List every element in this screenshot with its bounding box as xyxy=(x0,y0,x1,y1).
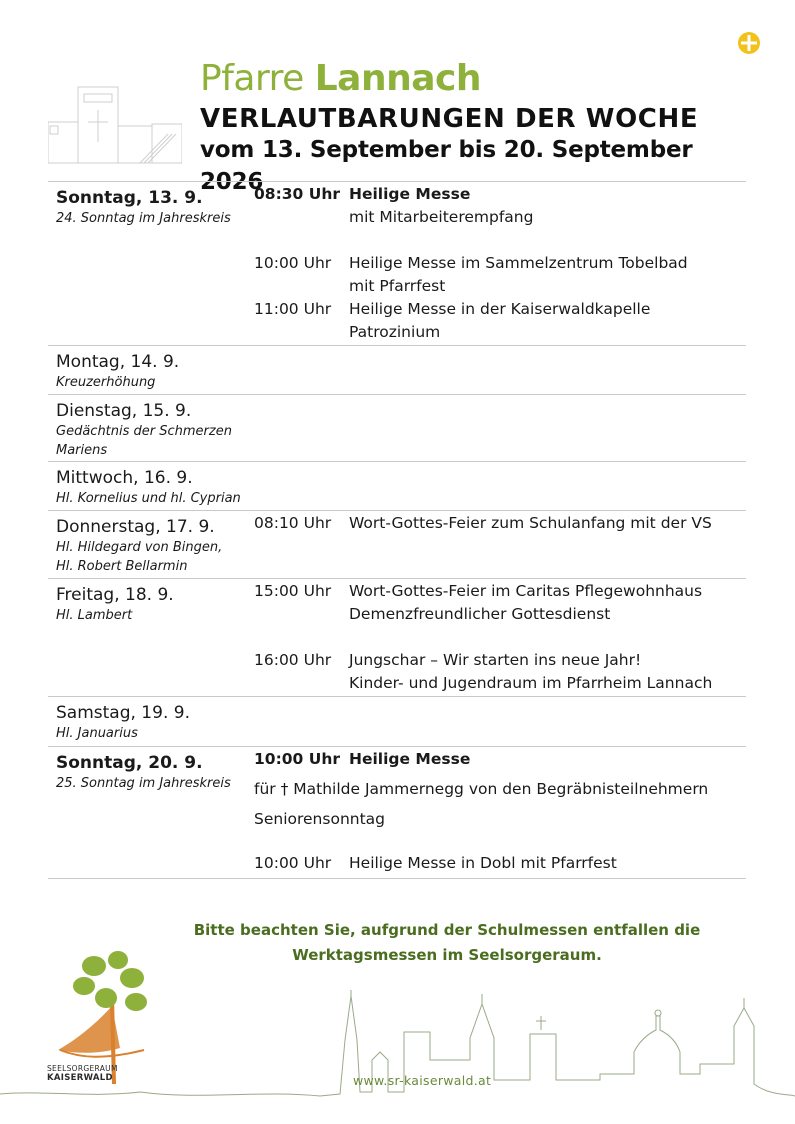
logo-line: SEELSORGERAUM xyxy=(47,1064,118,1073)
day-name: Sonntag, 20. 9. xyxy=(56,753,203,773)
event-title: Wort-Gottes-Feier zum Schulanfang mit der VS xyxy=(349,514,712,532)
day-name: Samstag, 19. 9. xyxy=(56,703,190,723)
feast-name: Hl. Lambert xyxy=(56,608,133,623)
parish-name xyxy=(200,56,760,102)
day-row-freitag xyxy=(48,579,746,697)
logo-wordmark xyxy=(47,1065,118,1082)
day-row-montag xyxy=(48,346,746,395)
feast-line: Mariens xyxy=(56,442,108,458)
event-time: 08:10 Uhr xyxy=(254,514,332,532)
event-intention: für † Mathilde Jammernegg von den Begräbnisteilnehmern xyxy=(254,780,709,798)
feast-line: Gedächtnis der Schmerzen xyxy=(56,424,232,439)
feast-name xyxy=(56,539,246,576)
event-detail: Demenzfreundlicher Gottesdienst xyxy=(349,605,611,623)
day-row-samstag xyxy=(48,697,746,747)
event-title: Wort-Gottes-Feier im Caritas Pflegewohnhaus xyxy=(349,582,703,600)
feast-name: Hl. Kornelius und hl. Cyprian xyxy=(56,491,241,506)
event-time: 11:00 Uhr xyxy=(254,300,332,318)
event-detail: mit Mitarbeiterempfang xyxy=(349,208,534,226)
day-name: Dienstag, 15. 9. xyxy=(56,401,192,421)
event-time: 10:00 Uhr xyxy=(254,750,340,768)
day-row-mittwoch xyxy=(48,462,746,511)
day-name: Sonntag, 13. 9. xyxy=(56,188,203,208)
feast-line: Hl. Robert Bellarmin xyxy=(56,558,188,574)
notice-text xyxy=(150,918,744,968)
feast-line: Hl. Hildegard von Bingen, xyxy=(56,540,223,555)
event-time: 16:00 Uhr xyxy=(254,651,332,669)
page-title: VERLAUTBARUNGEN DER WOCHE xyxy=(200,104,699,134)
event-time: 08:30 Uhr xyxy=(254,185,340,203)
event-time: 10:00 Uhr xyxy=(254,254,332,272)
page-subtitle: vom 13. September bis 20. September 2026 xyxy=(200,137,693,195)
event-time: 15:00 Uhr xyxy=(254,582,332,600)
cross-emblem-icon xyxy=(738,32,760,54)
parish-prefix: Pfarre xyxy=(200,58,304,99)
page-header xyxy=(200,56,760,198)
day-row-sonntag-13 xyxy=(48,182,746,346)
feast-name: 25. Sonntag im Jahreskreis xyxy=(56,776,231,791)
notice-line: Werktagsmessen im Seelsorgeraum. xyxy=(292,946,602,964)
event-note: Seniorensonntag xyxy=(254,810,386,828)
church-sketch-icon xyxy=(48,86,182,164)
event-title: Jungschar – Wir starten ins neue Jahr! xyxy=(349,651,642,669)
event-detail: Patrozinium xyxy=(349,323,441,341)
feast-name: Hl. Januarius xyxy=(56,726,138,741)
day-name: Freitag, 18. 9. xyxy=(56,585,174,605)
event-title: Heilige Messe xyxy=(349,185,471,203)
event-title: Heilige Messe im Sammelzentrum Tobelbad xyxy=(349,254,688,272)
notice-line: Bitte beachten Sie, aufgrund der Schulmessen entfallen die xyxy=(193,921,701,939)
day-row-donnerstag xyxy=(48,511,746,579)
day-name: Mittwoch, 16. 9. xyxy=(56,468,193,488)
day-row-sonntag-20 xyxy=(48,747,746,879)
logo-line: KAISERWALD xyxy=(47,1072,113,1083)
day-name: Donnerstag, 17. 9. xyxy=(56,517,215,537)
event-title: Heilige Messe xyxy=(349,750,471,768)
event-title: Heilige Messe in Dobl mit Pfarrfest xyxy=(349,854,617,872)
website-link[interactable]: www.sr-kaiserwald.at xyxy=(353,1073,492,1088)
feast-name: Kreuzerhöhung xyxy=(56,375,156,390)
event-time: 10:00 Uhr xyxy=(254,854,332,872)
schedule-table xyxy=(48,181,746,879)
event-detail: Kinder- und Jugendraum im Pfarrheim Lannach xyxy=(349,674,713,692)
day-name: Montag, 14. 9. xyxy=(56,352,180,372)
feast-name: 24. Sonntag im Jahreskreis xyxy=(56,211,231,226)
event-title: Heilige Messe in der Kaiserwaldkapelle xyxy=(349,300,651,318)
event-detail: mit Pfarrfest xyxy=(349,277,446,295)
parish-town: Lannach xyxy=(314,58,481,99)
day-row-dienstag xyxy=(48,395,746,462)
feast-name xyxy=(56,423,246,460)
